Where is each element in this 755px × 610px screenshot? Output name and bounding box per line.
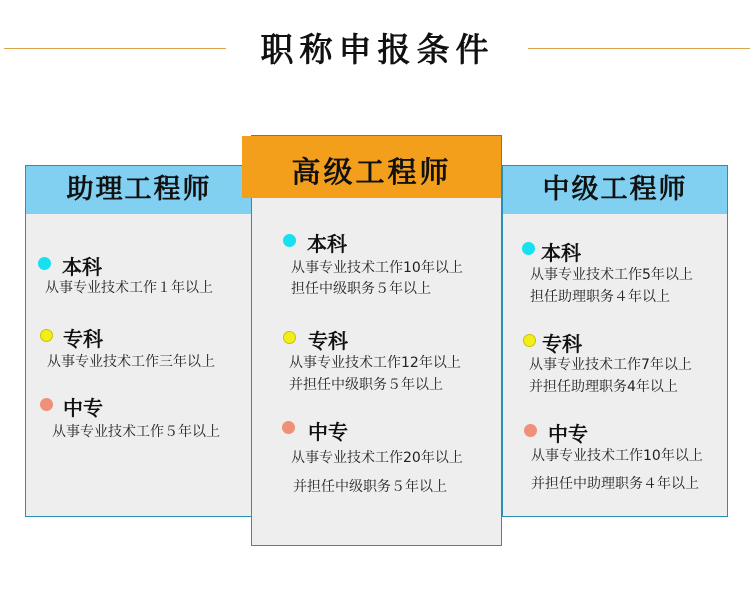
item-requirement: 并担任中助理职务４年以上: [531, 476, 699, 492]
item-requirement: 从事专业技术工作10年以上: [531, 448, 703, 464]
bullet-dot-icon: [283, 331, 296, 344]
page-header: [0, 22, 755, 72]
item-requirement: 从事专业技术工作三年以上: [47, 354, 215, 370]
item-label: 专科: [542, 332, 582, 356]
item-requirement: 从事专业技术工作10年以上: [291, 260, 463, 276]
card-assistant-engineer: [25, 165, 253, 517]
item-requirement: 并担任中级职务５年以上: [293, 479, 447, 495]
bullet-dot-icon: [283, 234, 296, 247]
title-divider-right: [528, 48, 750, 49]
item-requirement: 从事专业技术工作１年以上: [45, 280, 213, 296]
card-senior-engineer: [251, 135, 502, 546]
item-requirement: 从事专业技术工作5年以上: [530, 267, 693, 283]
card-intermediate-engineer: [502, 165, 728, 517]
item-label: 本科: [307, 232, 347, 256]
item-label: 中专: [548, 422, 588, 446]
card-heading: 中级工程师: [503, 166, 727, 214]
bullet-dot-icon: [38, 257, 51, 270]
item-requirement: 从事专业技术工作20年以上: [291, 450, 463, 466]
item-label: 中专: [308, 420, 348, 444]
card-heading: 助理工程师: [26, 166, 252, 214]
item-requirement: 并担任助理职务4年以上: [529, 379, 678, 395]
item-label: 专科: [308, 329, 348, 353]
bullet-dot-icon: [40, 329, 53, 342]
item-requirement: 从事专业技术工作５年以上: [52, 424, 220, 440]
item-label: 中专: [63, 396, 103, 420]
bullet-dot-icon: [523, 334, 536, 347]
item-requirement: 担任助理职务４年以上: [530, 289, 670, 305]
item-label: 本科: [62, 255, 102, 279]
bullet-dot-icon: [524, 424, 537, 437]
item-requirement: 担任中级职务５年以上: [291, 281, 431, 297]
bullet-dot-icon: [282, 421, 295, 434]
bullet-dot-icon: [40, 398, 53, 411]
card-heading: 高级工程师: [242, 136, 501, 198]
item-requirement: 从事专业技术工作7年以上: [529, 357, 692, 373]
item-requirement: 并担任中级职务５年以上: [289, 377, 443, 393]
bullet-dot-icon: [522, 242, 535, 255]
item-requirement: 从事专业技术工作12年以上: [289, 355, 461, 371]
item-label: 专科: [63, 327, 103, 351]
page-title: 职称申报条件: [260, 30, 495, 69]
item-label: 本科: [541, 241, 581, 265]
